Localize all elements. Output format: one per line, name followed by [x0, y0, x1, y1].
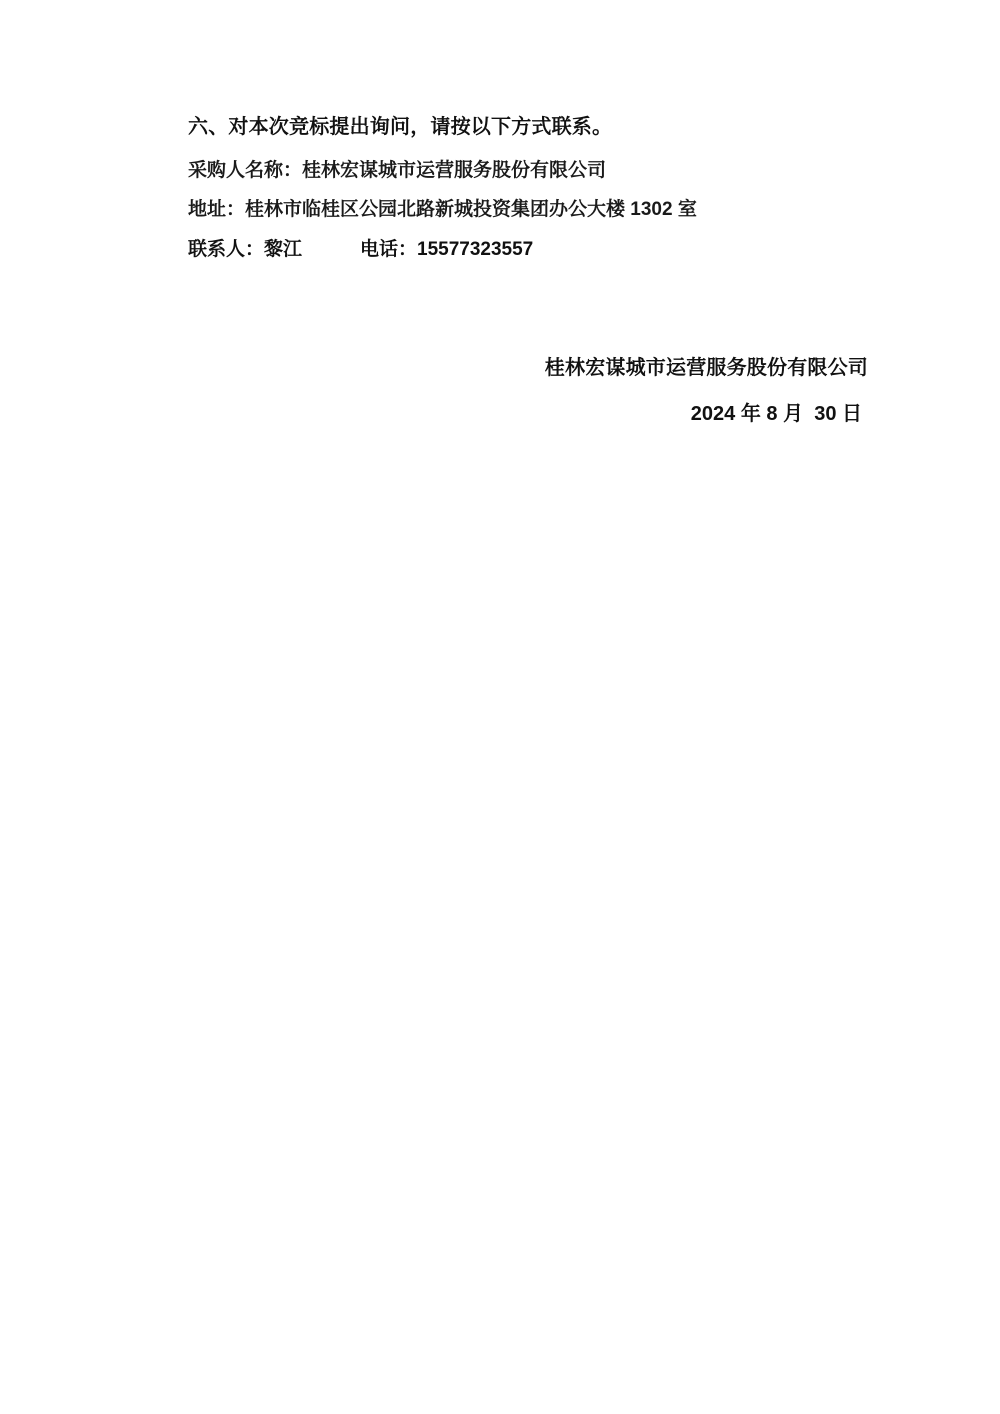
signature-date: 2024 年 8 月 30 日 — [690, 403, 862, 425]
contact-line — [188, 235, 868, 264]
address-line: 地址：桂林市临桂区公园北路新城投资集团办公大楼 1302 室 — [188, 199, 697, 221]
signature-company: 桂林宏谋城市运营服务股份有限公司 — [544, 357, 868, 379]
section-heading: 六、对本次竞标提出询问，请按以下方式联系。 — [188, 116, 613, 138]
signature-block — [188, 352, 868, 430]
contact-phone: 电话：15577323557 — [360, 238, 534, 260]
contact-person: 联系人：黎江 — [188, 238, 303, 260]
purchaser-name-line: 采购人名称：桂林宏谋城市运营服务股份有限公司 — [188, 160, 607, 181]
contact-section — [188, 112, 868, 264]
